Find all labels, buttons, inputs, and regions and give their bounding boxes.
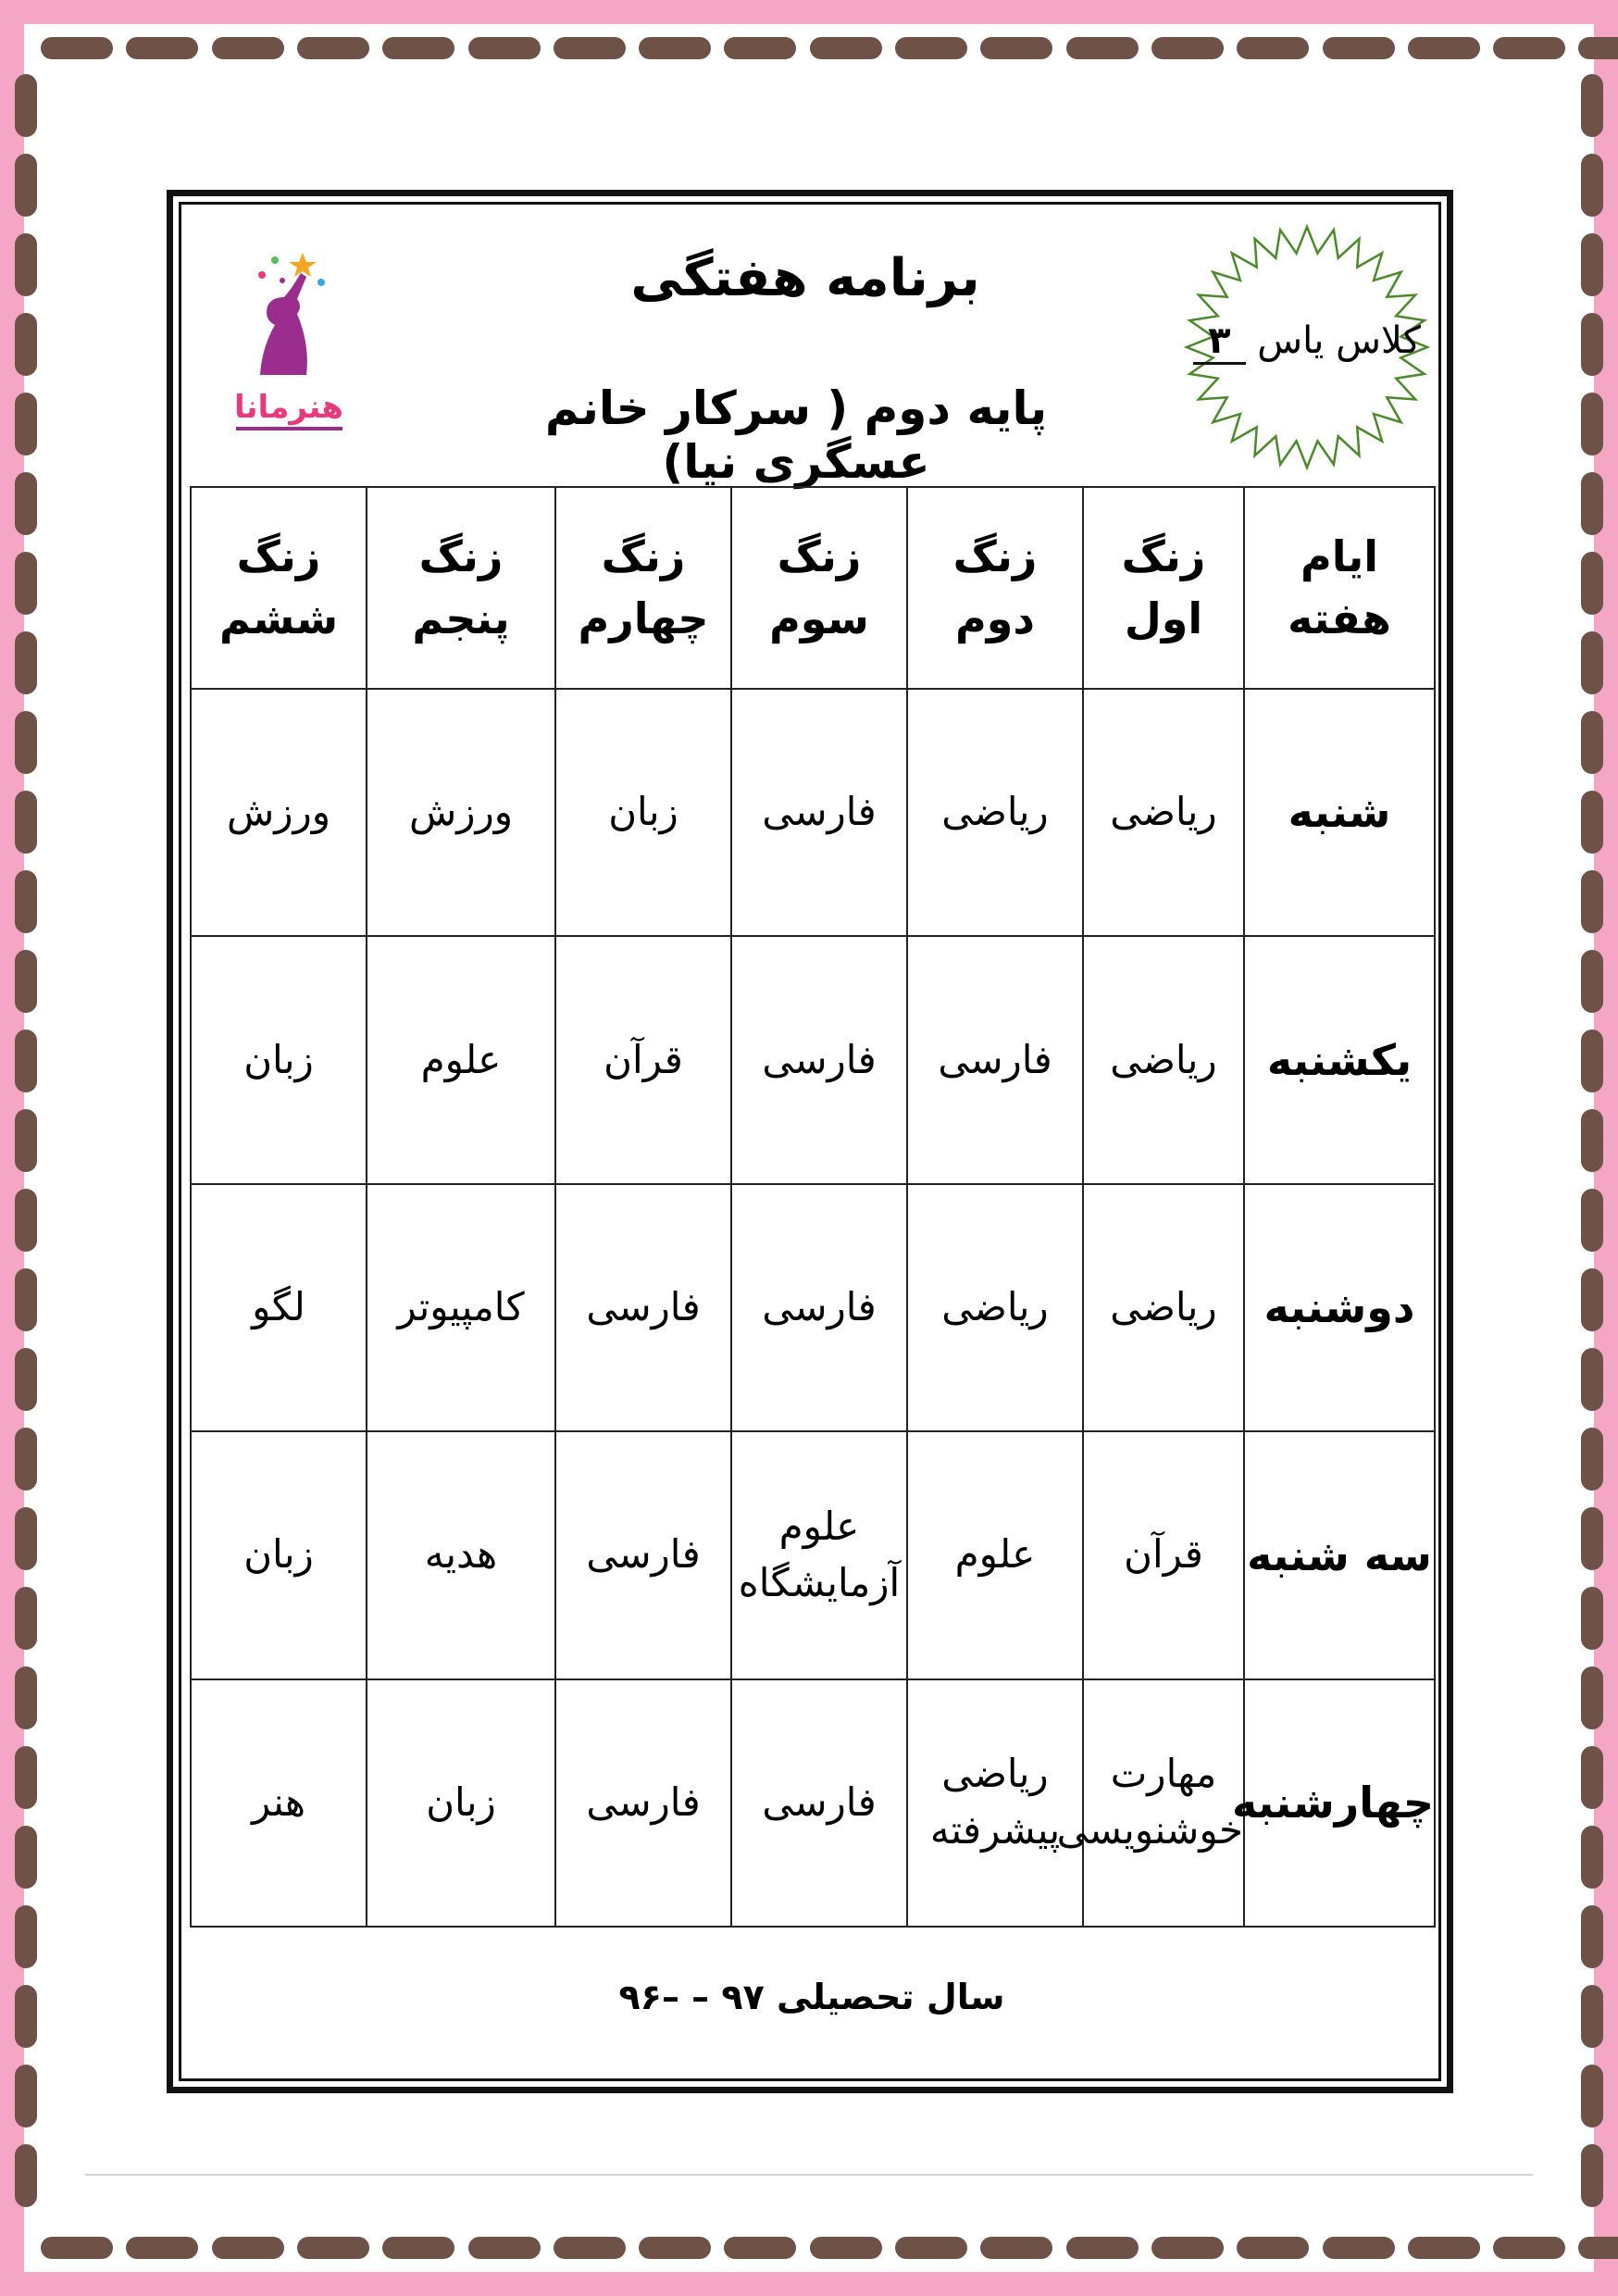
academic-year: سال تحصیلی ۹۷ – –۹۶ xyxy=(618,1977,1005,2017)
logo-girl-icon xyxy=(260,273,307,375)
border-dash xyxy=(810,2237,882,2259)
subject-line: فارسی xyxy=(586,1531,701,1578)
border-dash xyxy=(468,2237,541,2259)
border-dash xyxy=(41,37,113,59)
border-dash xyxy=(15,1428,37,1491)
border-dash xyxy=(1581,74,1603,137)
border-dash xyxy=(212,37,284,59)
border-dash xyxy=(1578,2237,1618,2259)
logo-dot xyxy=(258,271,266,279)
subject-line: زبان xyxy=(608,789,678,835)
subject-line: کامپیوتر xyxy=(397,1284,525,1330)
subject-cell xyxy=(555,1184,731,1431)
border-dash xyxy=(1581,2065,1603,2128)
subject-line: فارسی xyxy=(762,789,877,835)
border-dash xyxy=(15,552,37,615)
border-dash xyxy=(1581,1666,1603,1729)
subject-cell xyxy=(367,1679,555,1927)
subject-line: زبان xyxy=(243,1531,314,1578)
border-dash xyxy=(1581,1268,1603,1331)
border-dash xyxy=(639,2237,711,2259)
subject-line: قرآن xyxy=(604,1036,683,1082)
border-dash xyxy=(810,37,882,59)
border-dash xyxy=(15,2065,37,2128)
border-dash xyxy=(15,2144,37,2207)
subject-cell xyxy=(1083,1184,1244,1431)
border-dash xyxy=(15,1905,37,1968)
subject-line: قرآن xyxy=(1124,1531,1203,1578)
header-line: ایام هفته xyxy=(1288,531,1391,643)
subject-line: فارسی xyxy=(762,1036,877,1082)
border-dash xyxy=(1581,1109,1603,1172)
border-dash xyxy=(382,37,454,59)
border-dash xyxy=(980,37,1052,59)
border-dash xyxy=(1323,2237,1395,2259)
border-dash xyxy=(1151,37,1224,59)
header-line: زنگ xyxy=(1121,531,1206,582)
border-dash xyxy=(15,711,37,774)
page-title: برنامه هفتگی xyxy=(630,248,980,308)
subject-cell xyxy=(1056,1679,1244,1927)
subject-cell xyxy=(191,1431,367,1678)
subject-cell xyxy=(555,936,731,1183)
border-dash xyxy=(1581,313,1603,376)
subject-cell xyxy=(367,936,555,1183)
logo xyxy=(218,245,361,440)
subject-cell xyxy=(367,1184,555,1431)
logo-text: هنرمانا xyxy=(234,389,343,426)
subject-line: لگو xyxy=(252,1284,305,1330)
subject-cell xyxy=(555,1431,731,1678)
border-dash xyxy=(1581,1428,1603,1491)
border-dash xyxy=(468,37,541,59)
subject-cell xyxy=(1083,689,1244,936)
border-dash xyxy=(1408,2237,1480,2259)
border-dash xyxy=(1237,37,1309,59)
border-dash xyxy=(554,2237,626,2259)
subject-cell xyxy=(731,1679,907,1927)
subject-line: مهارت xyxy=(1110,1751,1217,1797)
day-cell: سه شنبه xyxy=(1244,1431,1435,1678)
border-dash xyxy=(1493,37,1565,59)
subject-cell xyxy=(731,936,907,1183)
schedule-table xyxy=(190,486,1436,1928)
border-dash xyxy=(895,37,967,59)
subject-cell xyxy=(367,689,555,936)
subject-line: ریاضی xyxy=(941,1284,1049,1330)
header-days xyxy=(1244,487,1435,689)
border-dash xyxy=(41,2237,113,2259)
subject-line: فارسی xyxy=(586,1778,701,1825)
header-line: اول xyxy=(1124,593,1203,643)
subject-cell xyxy=(907,689,1083,936)
logo-underline xyxy=(236,427,342,430)
border-dash xyxy=(15,1746,37,1809)
border-dash xyxy=(1581,1348,1603,1411)
subject-cell xyxy=(191,1184,367,1431)
border-dash xyxy=(1581,393,1603,455)
logo-star-icon xyxy=(289,253,317,277)
border-dash xyxy=(15,1189,37,1252)
subject-line: خوشنویسی xyxy=(1056,1807,1243,1853)
border-dash xyxy=(15,154,37,217)
border-dash xyxy=(1581,552,1603,615)
header-line: دوم xyxy=(955,593,1035,643)
border-dash xyxy=(1323,37,1395,59)
header-line: زنگ xyxy=(952,531,1038,582)
border-dash xyxy=(382,2237,454,2259)
class-badge-label: کلاس یاس xyxy=(1257,319,1421,362)
border-dash xyxy=(15,950,37,1013)
subject-cell xyxy=(731,689,907,936)
border-dash xyxy=(15,1826,37,1889)
border-dash xyxy=(15,472,37,535)
subject-cell xyxy=(191,1679,367,1927)
border-dash xyxy=(15,313,37,376)
table-row xyxy=(191,936,1435,1183)
border-dash xyxy=(980,2237,1052,2259)
header-line: ششم xyxy=(218,593,339,643)
border-dash xyxy=(639,37,711,59)
day-cell: دوشنبه xyxy=(1244,1184,1435,1431)
subject-line: هنر xyxy=(252,1778,305,1825)
border-dash xyxy=(1578,37,1618,59)
subject-cell xyxy=(191,689,367,936)
header-period-1 xyxy=(1083,487,1244,689)
subject-cell xyxy=(191,936,367,1183)
subject-cell xyxy=(907,1184,1083,1431)
day-cell: چهارشنبه xyxy=(1244,1679,1435,1927)
border-dash xyxy=(1581,791,1603,854)
border-dash xyxy=(15,791,37,854)
border-dash xyxy=(1493,2237,1565,2259)
subject-line: فارسی xyxy=(762,1284,877,1330)
table-row xyxy=(191,689,1435,936)
subject-line: علوم xyxy=(778,1503,860,1549)
subject-cell xyxy=(555,689,731,936)
header-period-6 xyxy=(191,487,367,689)
logo-dot xyxy=(271,256,279,264)
header-line: زنگ xyxy=(601,531,686,582)
border-dash xyxy=(1581,631,1603,694)
subject-line: فارسی xyxy=(762,1778,877,1825)
subject-cell xyxy=(367,1431,555,1678)
border-dash xyxy=(126,2237,198,2259)
border-dash xyxy=(1581,1029,1603,1092)
table-row xyxy=(191,1679,1435,1927)
day-cell: یکشنبه xyxy=(1244,936,1435,1183)
subject-cell xyxy=(907,936,1083,1183)
class-badge xyxy=(1168,319,1446,365)
border-dash xyxy=(1151,2237,1224,2259)
border-dash xyxy=(15,1348,37,1411)
border-dash xyxy=(1581,233,1603,296)
border-dash xyxy=(15,233,37,296)
border-dash xyxy=(895,2237,967,2259)
subject-line: علوم xyxy=(954,1531,1036,1578)
border-dash xyxy=(1581,1905,1603,1968)
subject-cell xyxy=(907,1679,1083,1927)
page-subtitle: پایه دوم ( سرکار خانم عسگری نیا) xyxy=(544,381,1048,489)
subject-line: ورزش xyxy=(226,789,331,835)
subject-line: آزمایشگاه xyxy=(738,1559,901,1605)
subject-line: ریاضی xyxy=(1110,1036,1217,1082)
logo-dot xyxy=(280,278,285,283)
border-dash xyxy=(15,631,37,694)
subject-line: زبان xyxy=(243,1036,314,1082)
border-dash xyxy=(15,870,37,933)
subject-cell xyxy=(907,1431,1083,1678)
border-dash xyxy=(724,37,796,59)
border-dash xyxy=(15,74,37,137)
header-row xyxy=(191,487,1435,689)
border-dash xyxy=(1581,1985,1603,2048)
subject-line: فارسی xyxy=(586,1284,701,1330)
border-dash xyxy=(1408,37,1480,59)
border-dash xyxy=(212,2237,284,2259)
border-dash xyxy=(1581,1189,1603,1252)
subject-cell xyxy=(555,1679,731,1927)
subject-line: ریاضی xyxy=(941,1751,1049,1797)
border-dash xyxy=(15,1109,37,1172)
border-dash xyxy=(15,1587,37,1650)
subject-line: هدیه xyxy=(424,1531,498,1578)
border-dash xyxy=(15,1985,37,2048)
border-dash xyxy=(554,37,626,59)
border-dash xyxy=(1066,2237,1139,2259)
border-dash xyxy=(1581,711,1603,774)
table-row xyxy=(191,1184,1435,1431)
subject-cell xyxy=(1083,936,1244,1183)
border-dash xyxy=(15,1029,37,1092)
border-dash xyxy=(1581,1746,1603,1809)
subject-line: علوم xyxy=(420,1036,502,1082)
day-cell: شنبه xyxy=(1244,689,1435,936)
border-dash xyxy=(1581,870,1603,933)
header-period-2 xyxy=(907,487,1083,689)
border-dash xyxy=(1581,472,1603,535)
subject-line: ورزش xyxy=(408,789,514,835)
header-period-3 xyxy=(731,487,907,689)
border-dash xyxy=(297,37,369,59)
class-badge-number: ۳ xyxy=(1193,319,1245,365)
header-line: زنگ xyxy=(777,531,862,582)
border-dash xyxy=(1581,1826,1603,1889)
subject-line: ریاضی xyxy=(1110,789,1217,835)
divider xyxy=(85,2174,1533,2176)
table-row xyxy=(191,1431,1435,1678)
subject-cell xyxy=(731,1184,907,1431)
border-dash xyxy=(1581,154,1603,217)
logo-dot xyxy=(317,279,325,286)
border-dash xyxy=(1581,2144,1603,2207)
header-line: چهارم xyxy=(578,593,709,643)
border-dash xyxy=(724,2237,796,2259)
border-dash xyxy=(15,393,37,455)
border-dash xyxy=(15,1666,37,1729)
border-dash xyxy=(1066,37,1139,59)
border-dash xyxy=(15,1507,37,1570)
subject-line: فارسی xyxy=(938,1036,1052,1082)
header-period-5 xyxy=(367,487,555,689)
header-period-4 xyxy=(555,487,731,689)
subject-line: ریاضی xyxy=(941,789,1049,835)
subject-line: زبان xyxy=(426,1778,496,1825)
border-dash xyxy=(1581,950,1603,1013)
border-dash xyxy=(1581,1507,1603,1570)
border-dash xyxy=(15,1268,37,1331)
subject-cell xyxy=(731,1431,907,1678)
border-dash xyxy=(126,37,198,59)
header-line: زنگ xyxy=(418,531,504,582)
subject-line: ریاضی xyxy=(1110,1284,1217,1330)
header-line: پنجم xyxy=(412,593,510,643)
subject-line: پیشرفته xyxy=(929,1807,1061,1853)
subject-cell xyxy=(1083,1431,1244,1678)
border-dash xyxy=(297,2237,369,2259)
border-dash xyxy=(1581,1587,1603,1650)
border-dash xyxy=(1237,2237,1309,2259)
header-line: سوم xyxy=(769,593,869,643)
header-line: زنگ xyxy=(236,531,321,582)
